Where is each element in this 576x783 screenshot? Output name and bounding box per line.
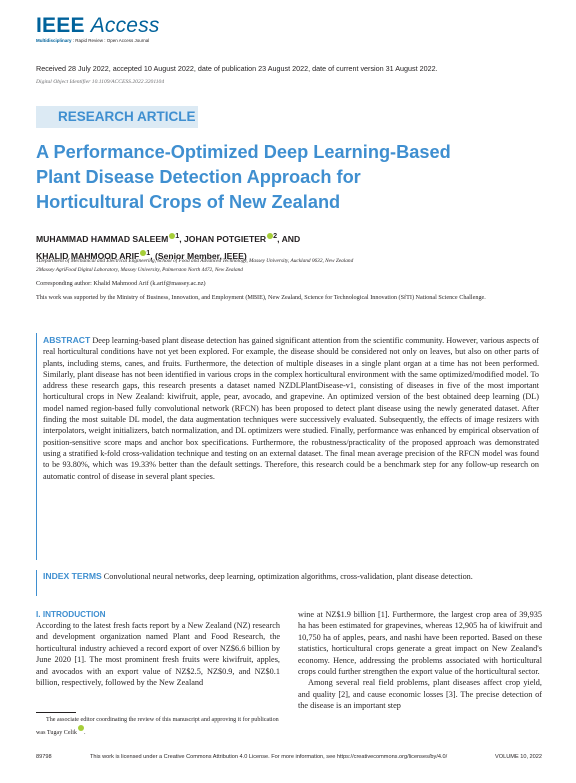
abstract bbox=[43, 335, 539, 482]
footnote-rule bbox=[36, 712, 76, 713]
article-type-banner bbox=[36, 106, 198, 128]
page-footer bbox=[36, 754, 542, 764]
abstract-section bbox=[36, 333, 542, 560]
volume-label: VOLUME 10, 2022 bbox=[495, 754, 542, 760]
doi[interactable]: Digital Object Identifier 10.1109/ACCESS.2022.3201104 bbox=[36, 79, 165, 85]
funding-statement: This work was supported by the Ministry of Business, Innovation, and Employment (MBIE), New Zealand, Science for Technological Innovation (SfTI) National Science Challenge. bbox=[36, 294, 486, 301]
intro-paragraph-2: Among several real field problems, plant diseases affect crop yield, and quality [2], and cause economic losses [3]. The precise detection of the disease is an important step bbox=[298, 678, 542, 711]
publication-history: Received 28 July 2022, accepted 10 August 2022, date of publication 23 August 2022, date of current version 31 August 2022. bbox=[36, 64, 438, 73]
editor-footnote: The associate editor coordinating the review of this manuscript and approving it for publication was Tugay Celik . bbox=[36, 717, 279, 736]
journal-tagline: Multidisciplinary : Rapid Review : Open Access Journal bbox=[36, 38, 150, 43]
license-notice[interactable]: This work is licensed under a Creative Commons Attribution 4.0 License. For more information, see https://creativecommons.org/licenses/by/4.0/ bbox=[90, 754, 448, 760]
author-list: MUHAMMAD HAMMAD SALEEM $^1$, JOHAN POTGIETER $^2$, AND KHALID MAHMOOD ARIF $^1$, (Senior Member, IEEE) bbox=[36, 232, 301, 261]
index-terms-label: INDEX TERMS bbox=[43, 571, 102, 581]
intro-paragraph-1: According to the latest fresh facts report by a New Zealand (NZ) research and development organization named Plant and Food Research, the horticultural industry achieved a record export of over NZ$6.6 billion by June 2020 [1]. The most prominent fresh fruits were kiwifruit, apples, and avocados with an export value of NZ$2.5, NZ$0.9, and NZ$0.1 billion, respectively, followed by the New Zealand bbox=[36, 621, 280, 688]
corresponding-author: Corresponding author: Khalid Mahmood Arif (k.arif@massey.ac.nz) bbox=[36, 280, 206, 287]
author-name: JOHAN POTGIETER bbox=[184, 233, 267, 244]
author-membership: , (Senior Member, IEEE) bbox=[150, 250, 247, 261]
intro-paragraph-1-cont: wine at NZ$1.9 billion [1]. Furthermore, the largest crop area of 39,935 ha has been estimated for grapevines, whereas 12,905 ha of kiwifruit and 10,750 ha of apples, pears, and nashi have been reported. Based on these statistics, horticultural crops generate a great impact on New Zealand's economy. Hence, addressing the problems associated with horticultural crops could further strengthen the export value of the horticultural sector. bbox=[298, 610, 542, 677]
right-column bbox=[298, 609, 542, 712]
index-terms-section bbox=[36, 570, 542, 596]
author-name: MUHAMMAD HAMMAD SALEEM bbox=[36, 233, 169, 244]
affiliations bbox=[36, 257, 556, 275]
author-name: KHALID MAHMOOD ARIF bbox=[36, 250, 140, 261]
left-column bbox=[36, 609, 280, 688]
affiliation-1: 1Department of Mechanical and Electrical Engineering, School of Food and Advanced Technology, Massey University, Auckland 0632, New Zealand bbox=[36, 258, 354, 264]
abstract-body: Deep learning-based plant disease detection has gained significant attention from the scientific community. However, various aspects of real horticultural conditions have not yet been explored. For example, the disease should be considered not only on leaves, but also on other parts of plants, including stems, canes, and fruits. Furthermore, the detection of multiple diseases in a single plant organ at a time has not been performed. Similarly, plant disease has not been identified in various crops in the complex horticultural environment with the same optimized/modified model. To address these research gaps, this research presents a dataset named NZDLPlantDisease-v1, consisting of diseases in five of the most important horticultural crops in New Zealand: kiwifruit, apple, pear, avocado, and grapevine. An optimized version of the best obtained deep learning (DL) model named region-based fully convolutional network (RFCN) has been proposed to detect plant disease using the newly generated dataset. After finding the most suitable DL model, the data augmentation techniques were successively evaluated. Subsequently, the effects of image resizers with interpolators, weight initializers, batch normalization, and DL optimizers were studied. Finally, performance was enhanced by empirical observation of position-sensitive score maps and anchor box specifications. Furthermore, the robustness/practicality of the proposed approach was demonstrated using a stratified k-fold cross-validation technique and testing on an external dataset. The final mean average precision of the RFCN model was found to be 93.80%, which was 19.33% better than the default settings. Therefore, this research could be a benchmark step for any follow-up research on automatic control of disease in several plant species. bbox=[43, 336, 539, 481]
abstract-label: ABSTRACT bbox=[43, 335, 91, 345]
index-terms bbox=[43, 571, 539, 582]
section-heading: I. INTRODUCTION bbox=[36, 610, 106, 619]
journal-logo bbox=[36, 14, 160, 46]
orcid-icon[interactable] bbox=[78, 725, 84, 731]
journal-name: IEEE Access bbox=[36, 14, 160, 37]
affiliation-2: 2Massey AgriFood Digital Laboratory, Massey University, Palmerston North 4472, New Zealand bbox=[36, 267, 243, 273]
index-terms-body: Convolutional neural networks, deep learning, optimization algorithms, cross-validation, plant disease detection. bbox=[101, 572, 473, 581]
page-number: 89798 bbox=[36, 754, 52, 760]
article-type: RESEARCH ARTICLE bbox=[58, 109, 196, 124]
paper-title: A Performance-Optimized Deep Learning-Based Plant Disease Detection Approach for Horticultural Crops of New Zealand bbox=[36, 142, 451, 212]
